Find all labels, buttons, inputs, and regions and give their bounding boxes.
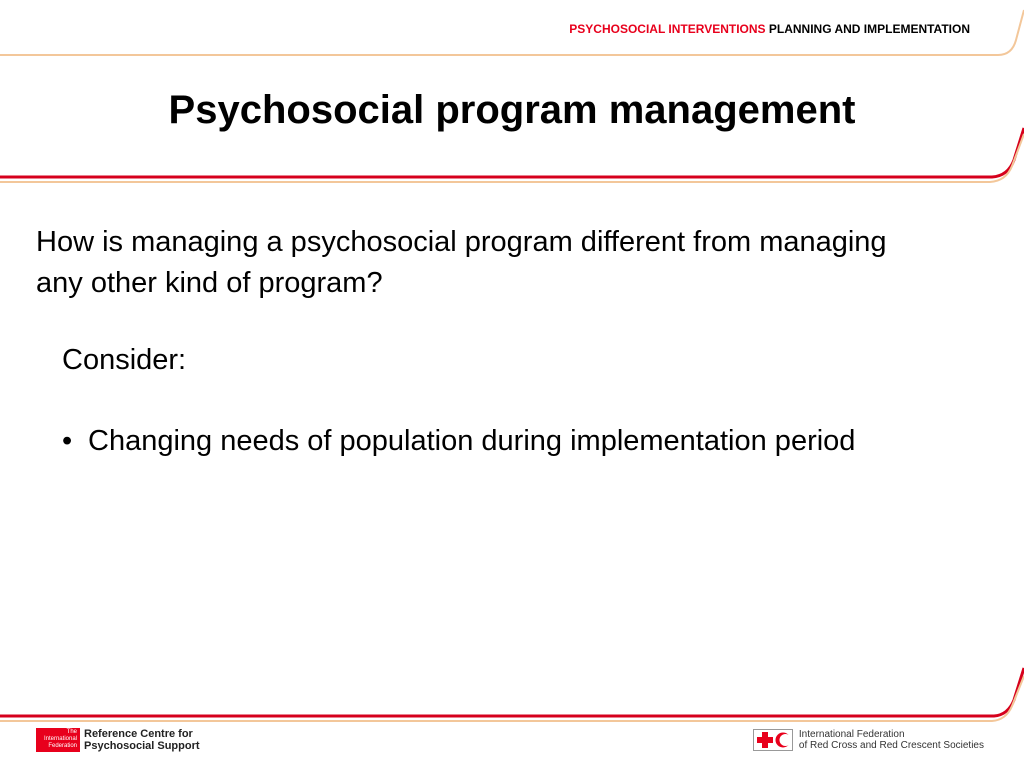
- ifrc-name-line: of Red Cross and Red Crescent Societies: [798, 740, 984, 751]
- bullet-list: [62, 421, 922, 462]
- consider-label: Consider:: [62, 344, 187, 376]
- reference-centre-line: Reference Centre for: [84, 728, 193, 740]
- ifrc-name: [799, 729, 984, 751]
- ifrc-box-logo: [36, 728, 80, 752]
- reference-centre-logo: [36, 728, 200, 752]
- ifrc-logo: [753, 729, 984, 751]
- bullet-text: Changing needs of population during implementation period: [88, 425, 856, 457]
- top-orange-underline: [0, 134, 1024, 182]
- slide-title: Psychosocial program management: [168, 88, 856, 132]
- ifrc-box-line: The: [66, 729, 77, 735]
- top-red-line: [0, 128, 1024, 177]
- bullet-item: [62, 421, 922, 462]
- emblems: [753, 729, 793, 751]
- ifrc-box-line: International: [43, 736, 77, 742]
- reference-centre-name: [84, 728, 200, 752]
- ifrc-box-line: Federation: [48, 743, 77, 749]
- bottom-red-line: [0, 668, 1024, 716]
- header-category: [569, 22, 970, 36]
- red-cross-icon: [756, 731, 774, 749]
- bullet-marker: •: [62, 425, 73, 457]
- question-text: How is managing a psychosocial program different from managing any other kind of program?: [36, 226, 887, 299]
- header-category-red: PSYCHOSOCIAL INTERVENTIONS: [569, 22, 766, 36]
- reference-centre-line: Psychosocial Support: [84, 740, 200, 752]
- bottom-orange-line: [0, 676, 1024, 721]
- ifrc-name-line: International Federation: [798, 729, 905, 740]
- header-category-black: PLANNING AND IMPLEMENTATION: [768, 22, 970, 36]
- red-crescent-icon: [774, 731, 790, 749]
